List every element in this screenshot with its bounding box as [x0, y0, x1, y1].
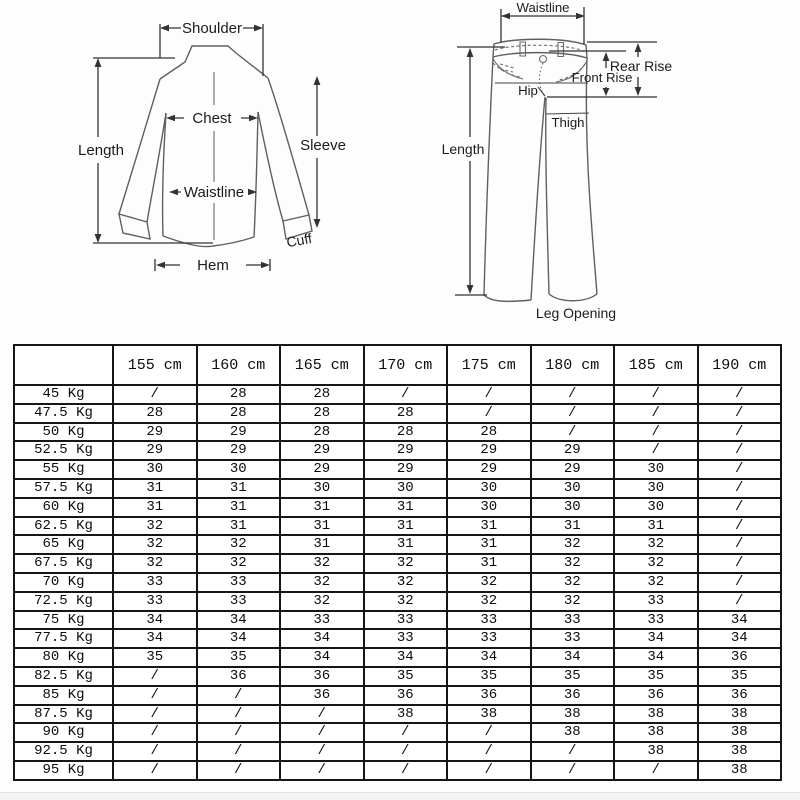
size-cell: /	[113, 385, 197, 404]
size-cell: 31	[280, 517, 364, 536]
size-cell: 29	[364, 460, 448, 479]
size-cell: 32	[280, 554, 364, 573]
size-cell: 34	[614, 648, 698, 667]
weight-row-header: 87.5 Kg	[14, 705, 113, 724]
size-cell: /	[447, 742, 531, 761]
size-cell: 32	[531, 573, 615, 592]
size-cell: 30	[197, 460, 281, 479]
size-cell: 33	[197, 592, 281, 611]
size-cell: /	[531, 761, 615, 780]
size-cell: 32	[364, 592, 448, 611]
size-cell: 28	[280, 404, 364, 423]
size-cell: /	[447, 385, 531, 404]
table-row	[14, 648, 781, 667]
weight-row-header: 62.5 Kg	[14, 517, 113, 536]
size-cell: /	[698, 535, 782, 554]
size-cell: 29	[447, 460, 531, 479]
size-cell: 32	[614, 535, 698, 554]
size-cell: 38	[698, 761, 782, 780]
size-cell: 33	[280, 611, 364, 630]
table-row	[14, 611, 781, 630]
size-cell: 38	[531, 723, 615, 742]
size-cell: 30	[531, 498, 615, 517]
size-cell: 31	[280, 498, 364, 517]
size-cell: /	[364, 742, 448, 761]
size-cell: 30	[447, 479, 531, 498]
size-cell: /	[113, 761, 197, 780]
table-header-row	[14, 345, 781, 385]
pants-leg-opening-label: Leg Opening	[535, 305, 617, 321]
size-cell: 30	[531, 479, 615, 498]
size-cell: 28	[447, 423, 531, 442]
size-cell: 35	[447, 667, 531, 686]
size-cell: /	[364, 385, 448, 404]
size-cell: /	[698, 517, 782, 536]
shirt-diagram	[78, 20, 346, 274]
size-cell: /	[113, 705, 197, 724]
weight-row-header: 85 Kg	[14, 686, 113, 705]
weight-row-header: 77.5 Kg	[14, 629, 113, 648]
height-header-cell: 160 cm	[197, 345, 281, 385]
size-cell: /	[197, 761, 281, 780]
size-cell: 38	[614, 723, 698, 742]
size-cell: /	[698, 573, 782, 592]
size-cell: 33	[364, 629, 448, 648]
table-row	[14, 498, 781, 517]
height-header-cell: 175 cm	[447, 345, 531, 385]
size-cell: 30	[280, 479, 364, 498]
size-cell: 29	[113, 441, 197, 460]
size-cell: 29	[447, 441, 531, 460]
size-cell: 29	[113, 423, 197, 442]
size-cell: 28	[113, 404, 197, 423]
size-cell: /	[614, 423, 698, 442]
weight-row-header: 75 Kg	[14, 611, 113, 630]
size-cell: 35	[531, 667, 615, 686]
height-header-cell: 180 cm	[531, 345, 615, 385]
button	[540, 56, 547, 63]
size-cell: 35	[614, 667, 698, 686]
weight-row-header: 57.5 Kg	[14, 479, 113, 498]
size-cell: 36	[698, 648, 782, 667]
table-row	[14, 535, 781, 554]
weight-row-header: 80 Kg	[14, 648, 113, 667]
size-cell: 28	[197, 404, 281, 423]
size-cell: 33	[447, 629, 531, 648]
size-cell: 31	[280, 535, 364, 554]
size-cell: /	[280, 742, 364, 761]
size-cell: 34	[197, 611, 281, 630]
size-cell: 31	[113, 498, 197, 517]
size-cell: 38	[447, 705, 531, 724]
size-cell: 31	[197, 498, 281, 517]
height-header-cell: 165 cm	[280, 345, 364, 385]
size-cell: /	[447, 761, 531, 780]
size-cell: /	[280, 723, 364, 742]
weight-row-header: 95 Kg	[14, 761, 113, 780]
size-cell: /	[698, 460, 782, 479]
shirt-waistline-label: Waistline	[183, 184, 245, 201]
size-cell: 31	[447, 517, 531, 536]
size-cell: /	[113, 742, 197, 761]
size-cell: 30	[614, 460, 698, 479]
size-cell: 38	[614, 705, 698, 724]
size-cell: 28	[280, 423, 364, 442]
shirt-shoulder-label: Shoulder	[181, 20, 243, 37]
size-cell: 30	[447, 498, 531, 517]
weight-row-header: 47.5 Kg	[14, 404, 113, 423]
size-cell: 31	[364, 535, 448, 554]
size-cell: 31	[531, 517, 615, 536]
size-cell: 32	[531, 554, 615, 573]
size-cell: 38	[614, 742, 698, 761]
size-cell: /	[698, 441, 782, 460]
size-cell: 32	[280, 592, 364, 611]
size-cell: 38	[698, 723, 782, 742]
pants-diagram	[442, 0, 673, 321]
size-cell: 34	[280, 648, 364, 667]
size-cell: 31	[447, 554, 531, 573]
size-cell: /	[364, 723, 448, 742]
size-cell: 31	[614, 517, 698, 536]
table-row	[14, 705, 781, 724]
size-cell: /	[531, 385, 615, 404]
weight-row-header: 60 Kg	[14, 498, 113, 517]
bottom-strip	[0, 792, 800, 800]
size-cell: 33	[113, 592, 197, 611]
belt-loop	[520, 42, 526, 56]
size-cell: 29	[197, 441, 281, 460]
table-row	[14, 761, 781, 780]
size-cell: 33	[614, 611, 698, 630]
size-cell: /	[197, 742, 281, 761]
size-cell: 29	[531, 460, 615, 479]
size-cell: /	[698, 498, 782, 517]
size-cell: 38	[364, 705, 448, 724]
size-cell: 36	[280, 686, 364, 705]
size-cell: 34	[113, 611, 197, 630]
size-cell: 38	[698, 705, 782, 724]
size-cell: 32	[113, 517, 197, 536]
height-header-cell: 185 cm	[614, 345, 698, 385]
size-cell: 28	[364, 404, 448, 423]
size-cell: /	[614, 404, 698, 423]
size-cell: /	[698, 592, 782, 611]
table-row	[14, 479, 781, 498]
table-row	[14, 441, 781, 460]
table-row	[14, 423, 781, 442]
size-cell: 33	[197, 573, 281, 592]
size-cell: 28	[364, 423, 448, 442]
table-row	[14, 517, 781, 536]
size-cell: 38	[698, 742, 782, 761]
size-cell: 33	[113, 573, 197, 592]
size-cell: 36	[364, 686, 448, 705]
size-cell: 28	[280, 385, 364, 404]
size-cell: /	[447, 404, 531, 423]
size-cell: /	[197, 686, 281, 705]
size-cell: 36	[614, 686, 698, 705]
size-cell: 29	[364, 441, 448, 460]
size-cell: 36	[280, 667, 364, 686]
shirt-chest-label: Chest	[192, 110, 232, 127]
table-row	[14, 592, 781, 611]
size-cell: 28	[197, 385, 281, 404]
weight-row-header: 55 Kg	[14, 460, 113, 479]
size-cell: 32	[113, 554, 197, 573]
size-cell: 29	[531, 441, 615, 460]
table-row	[14, 404, 781, 423]
size-cell: /	[113, 723, 197, 742]
size-cell: /	[614, 761, 698, 780]
weight-row-header: 67.5 Kg	[14, 554, 113, 573]
height-header-cell: 190 cm	[698, 345, 782, 385]
shirt-length-label: Length	[78, 142, 124, 159]
size-cell: /	[113, 667, 197, 686]
table-row	[14, 686, 781, 705]
size-cell: 32	[113, 535, 197, 554]
table-row	[14, 723, 781, 742]
size-cell: /	[197, 705, 281, 724]
size-cell: 31	[197, 479, 281, 498]
size-cell: 30	[614, 498, 698, 517]
size-cell: 32	[364, 554, 448, 573]
weight-row-header: 65 Kg	[14, 535, 113, 554]
weight-row-header: 45 Kg	[14, 385, 113, 404]
belt-loop	[558, 43, 564, 57]
size-cell: /	[447, 723, 531, 742]
size-cell: 31	[364, 517, 448, 536]
size-table	[13, 344, 782, 781]
size-cell: 38	[531, 705, 615, 724]
size-cell: 36	[447, 686, 531, 705]
size-cell: 32	[197, 554, 281, 573]
size-cell: 35	[698, 667, 782, 686]
weight-row-header: 52.5 Kg	[14, 441, 113, 460]
size-cell: 32	[531, 535, 615, 554]
size-cell: /	[614, 385, 698, 404]
weight-row-header: 92.5 Kg	[14, 742, 113, 761]
size-cell: 35	[113, 648, 197, 667]
size-cell: 30	[113, 460, 197, 479]
size-cell: /	[614, 441, 698, 460]
pants-front-rise-label: Front Rise	[571, 70, 633, 85]
height-header-cell: 170 cm	[364, 345, 448, 385]
size-cell: /	[531, 742, 615, 761]
size-cell: 32	[197, 535, 281, 554]
table-row	[14, 667, 781, 686]
table-row	[14, 742, 781, 761]
size-cell: 34	[113, 629, 197, 648]
table-row	[14, 554, 781, 573]
size-cell: 34	[197, 629, 281, 648]
size-cell: 35	[197, 648, 281, 667]
size-cell: 31	[197, 517, 281, 536]
weight-row-header: 50 Kg	[14, 423, 113, 442]
size-cell: 34	[447, 648, 531, 667]
measurement-diagrams	[0, 0, 800, 336]
size-cell: 33	[614, 592, 698, 611]
pants-hip-label: Hip	[518, 83, 538, 98]
size-cell: 32	[614, 554, 698, 573]
size-cell: 34	[280, 629, 364, 648]
size-cell: 33	[531, 629, 615, 648]
size-cell: 29	[197, 423, 281, 442]
size-cell: 34	[364, 648, 448, 667]
size-cell: /	[531, 404, 615, 423]
size-cell: 31	[447, 535, 531, 554]
size-cell: 32	[447, 573, 531, 592]
table-row	[14, 385, 781, 404]
size-cell: 36	[698, 686, 782, 705]
size-cell: /	[531, 423, 615, 442]
size-cell: /	[280, 761, 364, 780]
size-cell: /	[698, 404, 782, 423]
size-cell: /	[698, 479, 782, 498]
size-cell: 31	[364, 498, 448, 517]
height-header-cell: 155 cm	[113, 345, 197, 385]
pants-waistline-label: Waistline	[516, 0, 570, 15]
pants-thigh-label: Thigh	[551, 115, 585, 130]
corner-header-cell	[14, 345, 113, 385]
size-cell: 34	[531, 648, 615, 667]
size-cell: /	[698, 385, 782, 404]
table-row	[14, 629, 781, 648]
weight-row-header: 82.5 Kg	[14, 667, 113, 686]
shirt-outline	[119, 46, 312, 247]
table-row	[14, 460, 781, 479]
size-cell: 34	[698, 629, 782, 648]
size-cell: 30	[614, 479, 698, 498]
size-cell: 29	[280, 441, 364, 460]
size-cell: /	[113, 686, 197, 705]
size-cell: 36	[197, 667, 281, 686]
size-cell: /	[280, 705, 364, 724]
size-cell: 32	[364, 573, 448, 592]
size-cell: /	[364, 761, 448, 780]
size-cell: 33	[531, 611, 615, 630]
size-cell: 32	[280, 573, 364, 592]
shirt-cuff-label: Cuff	[285, 229, 314, 251]
size-cell: /	[698, 423, 782, 442]
pants-length-label: Length	[441, 141, 485, 157]
size-cell: /	[197, 723, 281, 742]
weight-row-header: 70 Kg	[14, 573, 113, 592]
size-cell: 35	[364, 667, 448, 686]
size-cell: 33	[364, 611, 448, 630]
weight-row-header: 72.5 Kg	[14, 592, 113, 611]
size-cell: 30	[364, 479, 448, 498]
pants-rear-rise-label: Rear Rise	[609, 58, 673, 74]
size-cell: 29	[280, 460, 364, 479]
size-cell: 32	[614, 573, 698, 592]
size-cell: 31	[113, 479, 197, 498]
size-cell: 36	[531, 686, 615, 705]
size-cell: 34	[698, 611, 782, 630]
size-cell: 33	[447, 611, 531, 630]
shirt-sleeve-label: Sleeve	[300, 137, 346, 154]
shirt-hem-label: Hem	[197, 257, 229, 274]
size-cell: 34	[614, 629, 698, 648]
size-cell: 32	[447, 592, 531, 611]
table-row	[14, 573, 781, 592]
weight-row-header: 90 Kg	[14, 723, 113, 742]
size-cell: 32	[531, 592, 615, 611]
size-cell: /	[698, 554, 782, 573]
